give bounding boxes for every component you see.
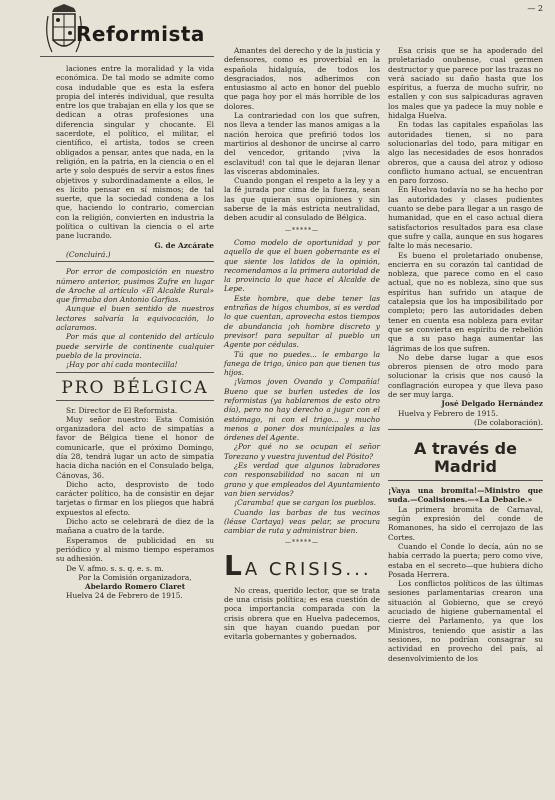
article-paragraph: ¡Caramba! que se cargan los pueblos. [234,498,376,508]
article-paragraph: La primera bromita de Carnaval, según expresión del conde de Romanones, ha sido el cerrojazo de las Cortes. [388,504,543,542]
article-paragraph: ¿Es verdad que algunos labradores con responsabilidad no sacan ni un grano y que empleados del Ayuntamiento van bien servidos? [224,461,380,498]
divider [56,400,214,401]
article-paragraph: Como modelo de oportunidad y por aquello de que el buen gobernante es el que siente los latidos de la opinión, recomendamos a la primera autoridad de la provincia lo que hace el Alcalde de Lepe. [224,237,380,294]
page-number: — 2 [527,4,543,13]
letter-closing: Por la Comisión organizadora, [78,572,192,582]
erratum-note: Por error de composición en nuestro número anterior, pusimos Zufre en lugar de Aroche al artículo «El Alcalde Rural» que firmaba don Antonio Garfias. [56,267,214,305]
letter-paragraph: Esperamos de publicidad en su periódico y al mismo tiempo esperamos su adhesión. [56,535,214,564]
letter-signature: Abelardo Romero Claret [84,582,186,592]
divider [56,261,214,262]
erratum-note: ¡Hay por ahí cada montecilla! [66,360,178,370]
article-paragraph: Los conflictos políticos de las últimas sesiones parlamentarias crearon una situación al Gobierno, que se creyó acuciado de higiene gubernamental el cierre del Parlamento, ya que los Ministros, teniendo que asistir a las sesiones, no podrían consagrar su actividad en provecho del país, al desenvolvimiento de los [388,579,543,663]
column-1 [56,0,214,601]
letter-paragraph: Muy señor nuestro: Esta Comisión organizadora del acto de simpatías a favor de Bélgica tiene el honor de comunicarle, que el próximo Domingo, día 28, tendrá lugar un acto de simpatía hacia dicha nación en el Consulado belga, Cánovas, 36. [56,414,214,480]
masthead-title: Reformista [76,22,205,46]
article-author: G. de Azcárate [154,240,214,250]
article-subheading: ¡Vaya una bromita!—Ministro que suda.—Coalisiones.—«La Debacle.» [388,486,543,505]
article-paragraph: laciones entre la moralidad y la vida económica. De tal modo se admite como cosa indudable que es esta la esfera propia del interés individual, que resulta entre los que trabajan en ella y los que se dedican a otras profesiones una diferencia singular y chocante. El sacerdote, el político, el militar, el científico, el artista, todos se creen obligados a pensar, antes que nada, en la religión, en la patria, en la ciencia o en el arte y solo después de servir a estos fines objetivos y subordinadamente a ellos, le es lícito pensar en sí mismos; de tal suerte, que la sociedad condena a los que, haciendo lo contrario, comercian con la religión, convierten en industria la política o cultivan la ciencia o el arte pane lucrando. [56,64,214,241]
column-3 [388,46,543,663]
letter-paragraph: Dicho acto, desprovisto de todo carácter político, ha de consistir en dejar tarjetas o firmar en los pliegos que habrá expuestos al efecto. [56,479,214,517]
letter-salutation: Sr. Director de El Reformista. [66,405,178,415]
article-paragraph: En Huelva todavía no se ha hecho por las autoridades y clases pudientes cuanto se debe para llegar a un rasgo de humanidad, que en el caso actual diera satisfactorios resultados para esa clase que sufre y calla, aunque en sus hogares falte lo más necesario. [388,185,543,251]
letter-paragraph: Dicho acto se celebrará de diez de la mañana a cuatro de la tarde. [56,517,214,536]
heading-pro-belgica: PRO BÉLGICA [61,377,209,398]
letter-date: Huelva 24 de Febrero de 1915. [66,591,183,601]
erratum-note: Por más que al contenido del artículo puede servirle de continente cualquier pueblo de la provincia. [56,332,214,360]
continued-note: (Concluirá.) [66,249,111,259]
heading-la-crisis: LA CRISIS... [224,548,372,582]
article-collaboration: (De colaboración). [474,417,543,427]
letter-closing: De V. afmo. s. s. q. e. s. m. [66,563,164,573]
article-paragraph: No creas, querido lector, que se trata de una crisis política; es esa cuestión de poca importancia comparada con la crisis obrera que en Huelva padecemos, sin que hayan cuando puedan por evitarla gobernantes y gobernados. [224,585,380,642]
article-paragraph: Amantes del derecho y de la justicia y defensores, como es proverbial en la española hidalguía, de todos los desgraciados, nos adherimos con entusiasmo al acto en honor del pueblo que paga hoy por el más horrible de los dolores. [224,46,380,111]
article-paragraph: ¿Por qué no se ocupan el señor Torezano y vuestra juventud del Pósito? [224,442,380,461]
ornament-separator: —*****— [285,539,319,547]
divider [388,480,543,481]
erratum-note: Aunque el buen sentido de nuestros lectores salvaría la equivocación, lo aclaramos. [56,304,214,333]
column-2 [224,46,380,642]
article-paragraph: Tú que no puedes... le embargo la fanega de trigo, único pan que tienen tus hijos. [224,349,380,378]
article-author: José Delgado Hernández [441,399,543,409]
article-paragraph: Cuando el Conde lo decía, aún no se había cerrado la puerta; pero como vive, estaba en el secreto—que hubiera dicho Posada Herrera. [388,541,543,579]
article-paragraph: Cuando pongan el respeto a la ley y a la fé jurada por cima de la fuerza, sean las que quieran sus opiniones y sin saberse de la más estricta neutralidad, deben acudir al consulado de Bélgica. [224,176,380,223]
divider [56,372,214,373]
article-paragraph: En todas las capitales españolas las autoridades tienen, si no para solucionarlas del todo, para mitigar en algo las necesidades de esos honrados obreros, que a causa del atroz y odioso conflicto humano actual, se encuentran en paro forzoso. [388,120,543,186]
divider [388,429,543,430]
masthead [30,0,214,64]
article-paragraph: ¡Vamos joven Ovando y Compañía! Bueno que se burlen ustedes de los reformistas (ya hablaremos de esto otro día), pero no hay derecho a jugar con el estómago, ni con el trigo... y mucho menos a poner dos municipales a las órdenes del Agente. [224,377,380,443]
ornament-separator: —*****— [285,226,319,234]
heading-a-traves-de-madrid: A través de Madrid [414,439,517,477]
article-paragraph: Cuando las barbas de tus vecinos (léase Cartaya) veas pelar, se procura cambiar de ruta y administrar bien. [224,507,380,536]
article-paragraph: Es bueno el proletariado onubense, encierra en su corazón tal cantidad de nobleza, que parece como en el caso actual, que no es nobleza, sino que sus espíritus han sufrido un ataque de catalepsia que los ha imposibilitado por completo; pero las autoridades deben tener en cuenta esa nobleza para evitar que se convierta en espíritu de rebelión que a su paso haga aumentar las lágrimas de los que sufren. [388,250,543,353]
article-paragraph: La contrariedad con los que sufren, nos lleva a tender las manos amigas a la nación heroica que prefirió todos los martirios al deshonor de uncirse al carro del vencedor, gritando ¡viva la esclavitud! con tal que le dejaran llenar las vísceras abdominales. [224,111,380,176]
heading-initial: L [224,548,245,582]
article-paragraph: Este hombre, que debe tener las entrañas de higos chumbos, si es verdad lo que cuentan, aprovecha estos tiempos de abundancia ¡oh hombre discreto y previsor! para sepultar al pueblo un Agente por cédulas. [224,293,380,350]
article-date: Huelva y Febrero de 1915. [398,408,499,418]
article-paragraph: No debe darse lugar a que esos obreros piensen de otro modo para solucionar la crisis que nos causó la conflagración europea y que lleva paso de ser muy larga. [388,352,543,399]
article-paragraph: Esa crisis que se ha apoderado del proletariado onubense, cual germen destructor y que parece por las trazas no verá saciado su daño hasta que los espíritus, a fuerza de mucho sufrir, no estallen y con sus salpicaduras agraven los males que ya padece la muy noble e hidalga Huelva. [388,46,543,121]
masthead-rule [40,56,214,57]
